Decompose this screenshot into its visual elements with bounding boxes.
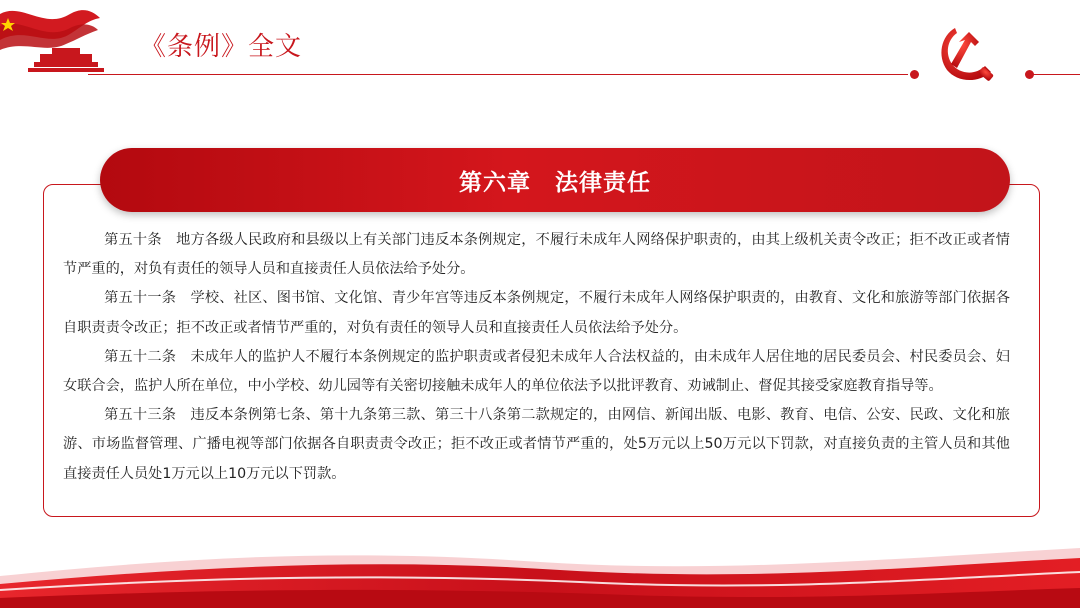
page-title: 《条例》全文 (140, 32, 303, 62)
hammer-sickle-icon (935, 20, 1001, 86)
divider-dot (910, 70, 919, 79)
red-flag-logo-icon (0, 0, 110, 80)
article-50: 第五十条 地方各级人民政府和县级以上有关部门违反本条例规定，不履行未成年人网络保护职责的，由其上级机关责令改正；拒不改正或者情节严重的，对负有责任的领导人员和直接责任人员依法给予处分。 (63, 232, 1010, 278)
article-list (63, 226, 1010, 489)
article-52: 第五十二条 未成年人的监护人不履行本条例规定的监护职责或者侵犯未成年人合法权益的，由未成年人居住地的居民委员会、村民委员会、妇女联合会，监护人所在单位，中小学校、幼儿园等有关密切接触未成年人的单位依法予以批评教育、劝诫制止、督促其接受家庭教育指导等。 (63, 348, 1010, 395)
article-53: 第五十三条 违反本条例第七条、第十九条第三款、第三十八条第二款规定的，由网信、新闻出版、电影、教育、电信、公安、民政、文化和旅游、市场监督管理、广播电视等部门依据各自职责责令改正；拒不改正或者情节严重的，处5万元以上50万元以下罚款，对直接负责的主管人员和其他直接责任人员处1万元以上10万元以下罚款。 (63, 407, 1010, 482)
header-divider-right (1032, 74, 1080, 75)
article-51: 第五十一条 学校、社区、图书馆、文化馆、青少年宫等违反本条例规定，不履行未成年人网络保护职责的，由教育、文化和旅游等部门依据各自职责责令改正；拒不改正或者情节严重的，对负有责任的领导人员和直接责任人员依法给予处分。 (63, 290, 1010, 336)
chapter-banner (100, 148, 1010, 212)
header-divider (88, 74, 908, 75)
chapter-title: 第六章 法律责任 (459, 169, 651, 196)
bottom-wave-decoration (0, 518, 1080, 608)
